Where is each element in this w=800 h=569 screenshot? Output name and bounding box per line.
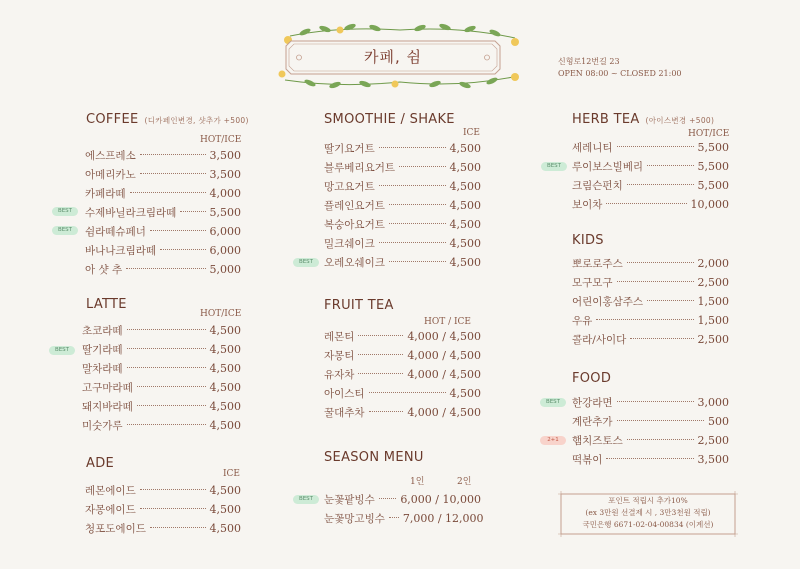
ade-section-title: ADE bbox=[86, 456, 115, 471]
season-list bbox=[324, 490, 484, 528]
menu-item: 아메리카노 3,500 bbox=[85, 168, 241, 181]
menu-item: 레몬에이드 4,500 bbox=[85, 484, 241, 497]
food-section-title: FOOD bbox=[572, 371, 612, 386]
points-line-3: 국민은행 6671-02-04-00834 (이계선) bbox=[582, 520, 714, 529]
points-line-1: 포인트 적립시 추가10% bbox=[608, 496, 688, 505]
points-line-2: (ex 3만원 선결제 시 , 3만3천원 적립) bbox=[585, 508, 711, 517]
fruit-tea-col-header: HOT / ICE bbox=[424, 317, 471, 327]
menu-item: 한강라면 3,000 bbox=[572, 396, 729, 409]
menu-item: 우유 1,500 bbox=[572, 314, 729, 327]
two-plus-one-badge: 2+1 bbox=[540, 436, 566, 445]
menu-item: 크림슨펀치 5,500 bbox=[572, 179, 729, 192]
best-badge: BEST bbox=[49, 346, 75, 355]
season-section-title: SEASON MENU bbox=[324, 450, 424, 465]
menu-item: 보이차 10,000 bbox=[572, 198, 729, 211]
smoothie-section-title: SMOOTHIE / SHAKE bbox=[324, 112, 455, 127]
coffee-list bbox=[85, 146, 241, 279]
food-list bbox=[572, 393, 729, 469]
kids-section-title: KIDS bbox=[572, 233, 604, 248]
menu-item: 꿀대추차 4,000 / 4,500 bbox=[324, 406, 481, 419]
best-badge: BEST bbox=[540, 398, 566, 407]
cafe-name: 카페, 쉼 bbox=[363, 48, 422, 66]
menu-item: 돼지바라떼 4,500 bbox=[82, 400, 241, 413]
menu-item: 미숫가루 4,500 bbox=[82, 419, 241, 432]
menu-item: 수제바닐라크림라떼 5,500 bbox=[85, 206, 241, 219]
coffee-section-title: COFFEE (디카페인변경, 샷추가 +500) bbox=[86, 112, 249, 127]
ade-col-header: ICE bbox=[222, 469, 240, 479]
latte-section-title: LATTE bbox=[86, 297, 127, 312]
smoothie-list bbox=[324, 139, 481, 272]
menu-item: 눈꽃망고빙수 7,000 / 12,000 bbox=[324, 512, 484, 525]
best-badge: BEST bbox=[52, 207, 78, 216]
best-badge: BEST bbox=[293, 258, 319, 267]
menu-item: 계란추가 500 bbox=[572, 415, 729, 428]
herb-tea-section-title: HERB TEA (아이스변경 +500) bbox=[572, 112, 715, 127]
season-col-1: 1인 bbox=[410, 477, 425, 487]
menu-item: 아이스티 4,500 bbox=[324, 387, 481, 400]
menu-item: 말차라떼 4,500 bbox=[82, 362, 241, 375]
ade-list bbox=[85, 481, 241, 538]
menu-item: 자몽에이드 4,500 bbox=[85, 503, 241, 516]
best-badge: BEST bbox=[541, 162, 567, 171]
menu-item: 딸기요거트 4,500 bbox=[324, 142, 481, 155]
latte-col-header: HOT/ICE bbox=[200, 309, 242, 319]
menu-item: 아 샷 추 5,000 bbox=[85, 263, 241, 276]
menu-item: 세레니티 5,500 bbox=[572, 141, 729, 154]
latte-list bbox=[82, 321, 241, 435]
points-info-box bbox=[558, 491, 738, 537]
season-col-2: 2인 bbox=[457, 477, 472, 487]
fruit-tea-section-title: FRUIT TEA bbox=[324, 298, 394, 313]
menu-item: 딸기라떼 4,500 bbox=[82, 343, 241, 356]
menu-item: 루이보스빌베리 5,500 bbox=[572, 160, 729, 173]
smoothie-col-header: ICE bbox=[462, 128, 480, 138]
kids-list bbox=[572, 254, 729, 349]
coffee-col-header: HOT/ICE bbox=[200, 135, 242, 145]
cafe-hours: OPEN 08:00 ~ CLOSED 21:00 bbox=[558, 69, 682, 78]
menu-item: 밀크쉐이크 4,500 bbox=[324, 237, 481, 250]
menu-item: 고구마라떼 4,500 bbox=[82, 381, 241, 394]
menu-item: 초코라떼 4,500 bbox=[82, 324, 241, 337]
menu-item: 떡볶이 3,500 bbox=[572, 453, 729, 466]
menu-item: 망고요거트 4,500 bbox=[324, 180, 481, 193]
menu-item: 자몽티 4,000 / 4,500 bbox=[324, 349, 481, 362]
logo-frame bbox=[285, 40, 501, 75]
herb-tea-list bbox=[572, 138, 729, 214]
cafe-address: 신형로12번길 23 bbox=[558, 57, 620, 66]
menu-item: 뽀로로주스 2,000 bbox=[572, 257, 729, 270]
menu-item: 블루베리요거트 4,500 bbox=[324, 161, 481, 174]
menu-item: 카페라떼 4,000 bbox=[85, 187, 241, 200]
menu-item: 레몬티 4,000 / 4,500 bbox=[324, 330, 481, 343]
herb-tea-col-header: HOT/ICE bbox=[688, 129, 730, 139]
menu-item: 바나나크림라떼 6,000 bbox=[85, 244, 241, 257]
menu-item: 유자차 4,000 / 4,500 bbox=[324, 368, 481, 381]
menu-item: 모구모구 2,500 bbox=[572, 276, 729, 289]
menu-item: 오레오쉐이크 4,500 bbox=[324, 256, 481, 269]
best-badge: BEST bbox=[52, 226, 78, 235]
menu-item: 복숭아요거트 4,500 bbox=[324, 218, 481, 231]
menu-item: 콜라/사이다 2,500 bbox=[572, 333, 729, 346]
menu-item: 플레인요거트 4,500 bbox=[324, 199, 481, 212]
fruit-tea-list bbox=[324, 327, 481, 422]
menu-item: 에스프레소 3,500 bbox=[85, 149, 241, 162]
herb-tea-note: (아이스변경 +500) bbox=[645, 116, 715, 125]
menu-item: 햄치즈토스 2,500 bbox=[572, 434, 729, 447]
menu-item: 어린이홍삼주스 1,500 bbox=[572, 295, 729, 308]
best-badge: BEST bbox=[293, 495, 319, 504]
menu-item: 눈꽃팥빙수 6,000 / 10,000 bbox=[324, 493, 481, 506]
menu-item: 쉼라떼슈페너 6,000 bbox=[85, 225, 241, 238]
coffee-note: (디카페인변경, 샷추가 +500) bbox=[144, 116, 249, 125]
menu-item: 청포도에이드 4,500 bbox=[85, 522, 241, 535]
